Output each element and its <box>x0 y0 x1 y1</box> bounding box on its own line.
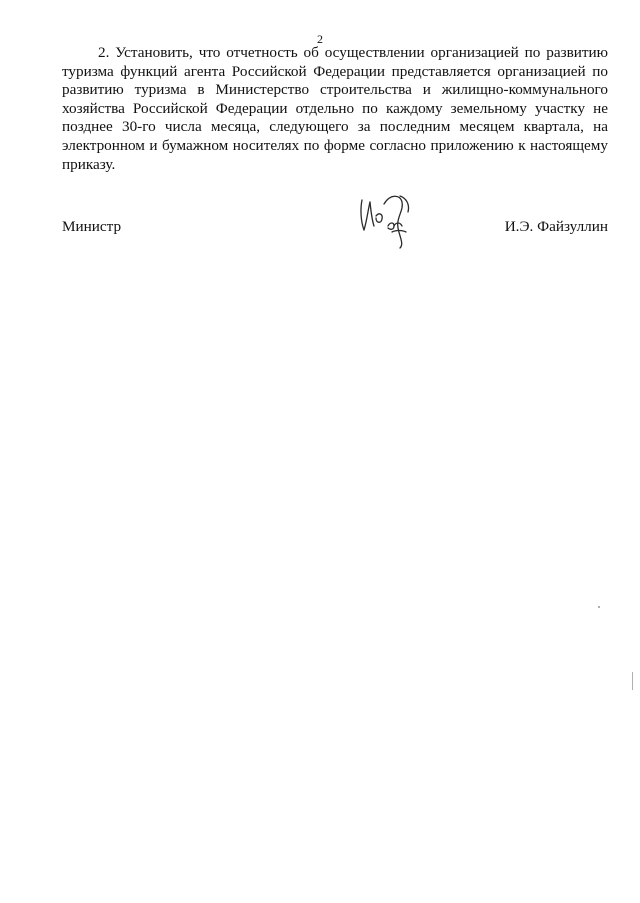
scan-speck <box>632 672 633 690</box>
clause-paragraph: 2. Установить, что отчетность об осуществлении организацией по развитию туризма функций агента Российской Федерации представляется организацией по развитию туризма в Министерство строительства и жилищно-коммунального хозяйства Российской Федерации отдельно по каждому земельному участку не позднее 30-го числа месяца, следующего за последним месяцем квартала, на электронном и бумажном носителях по форме согласно приложению к настоящему приказу. <box>62 44 608 173</box>
page-number: 2 <box>317 32 323 46</box>
signatory-name: И.Э. Файзуллин <box>504 218 608 235</box>
handwritten-signature-icon <box>354 186 420 252</box>
signature-block <box>62 186 608 256</box>
scan-speck <box>598 606 600 608</box>
signatory-title: Министр <box>62 218 122 235</box>
